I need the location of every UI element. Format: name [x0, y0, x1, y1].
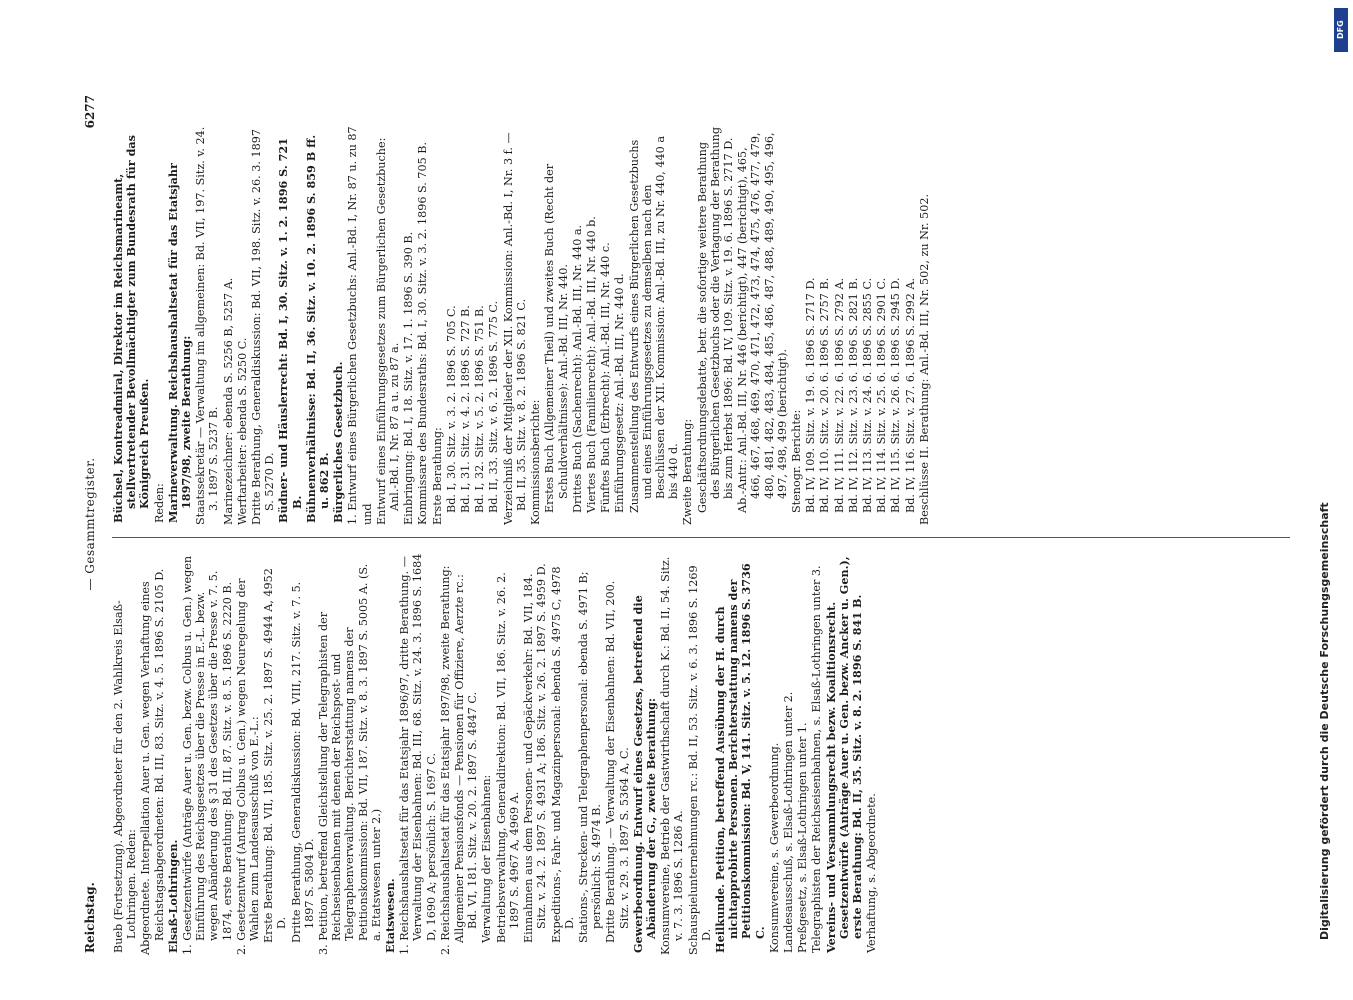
header-register-title: — Gesammtregister.	[83, 457, 97, 591]
left-column	[112, 553, 879, 953]
register-entry: Bd. I, 30. Sitz. v. 3. 2. 1896 S. 705 C.	[444, 305, 458, 513]
register-entry: 1. Entwurf eines Bürgerlichen Gesetzbuchs: Anl.-Bd. I, Nr. 87 u. zu 87	[346, 126, 360, 525]
register-entry: Verhaftung, s. Abgeordnete.	[865, 793, 879, 953]
register-entry: Geschäftsordnungsdebatte, betr. die sofortige weitere Berathung des Bürgerlichen Gesetzbuchs oder die Vertagung der Berathung bis zum Herbst 1896: Bd. IV, 109. Sitz. v. 19. 6. 1896 S. 2717 D.	[695, 126, 735, 513]
page-number: 6277	[83, 95, 97, 129]
register-heading: Bürgerliches Gesetzbuch.	[331, 361, 346, 523]
register-entry: Bd. IV, 111. Sitz. v. 22. 6. 1896 S. 2792 A.	[832, 277, 846, 513]
register-entry: Bd. I, 31. Sitz. v. 4. 2. 1896 S. 727 B.	[459, 305, 473, 513]
register-entry: Bd. IV, 113. Sitz. v. 24. 6. 1896 S. 2855 C.	[860, 277, 874, 513]
register-entry: 1. Reichshaushaltsetat für das Etatsjahr 1896/97, dritte Berathung. — Verwaltung der Eisenbahnen: Bd. III, 68. Sitz. v. 24. 3. 1896 S. 1684 D, 1690 A; persönlich: S. 1697 C.	[398, 553, 438, 955]
register-entry: 2. Reichshaushaltsetat für das Etatsjahr 1897/98, zweite Berathung:	[438, 565, 452, 955]
register-entry: Bd. IV, 115. Sitz. v. 26. 6. 1896 S. 2945 D.	[889, 277, 903, 513]
register-entry: Erste Berathung: Bd. VII, 185. Sitz. v. 25. 2. 1897 S. 4944 A, 4952 D.	[262, 568, 289, 943]
register-entry: Bd. IV, 112. Sitz. v. 23. 6. 1896 S. 2821 B.	[846, 277, 860, 513]
register-entry: Bd. IV, 109. Sitz. v. 19. 6. 1896 S. 2717 D.	[804, 277, 818, 513]
register-entry: Viertes Buch (Familienrecht): Anl.-Bd. III, Nr. 440 b.	[584, 216, 598, 513]
register-entry: Konsumvereine, Betrieb der Gastwirthschaft durch K.: Bd. II, 54. Sitz. v. 7. 3. 1896 S. 1286 A.	[659, 556, 686, 955]
dfg-logo: DFG	[1334, 8, 1348, 52]
register-entry: Reden:	[152, 483, 166, 523]
page-header	[80, 85, 110, 963]
register-entry: Fünftes Buch (Erbrecht): Anl.-Bd. III, Nr. 440 c.	[599, 242, 613, 513]
register-entry: Abgeordnete. Interpellation Auer u. Gen. wegen Verhaftung eines Reichstagsabgeordneten: Bd. III, 83. Sitz. v. 4. 5. 1896 S. 2105 D.	[139, 568, 166, 955]
register-entry: Marinezeichner: ebenda S. 5256 B, 5257 A.	[221, 277, 235, 525]
register-entry: Bd. IV, 110. Sitz. v. 20. 6. 1896 S. 2757 B.	[818, 277, 832, 513]
register-entry: Zusammenstellung des Entwurfs eines Bürgerlichen Gesetzbuchs und eines Einführungsgesetzes zu demselben nach den Beschlüssen der XII. Kommission: Anl.-Bd. III, zu Nr. 440, 440 a bis 440 d.	[627, 135, 681, 513]
register-entry: Werftarbeiter: ebenda S. 5250 C.	[235, 337, 249, 525]
register-entry: Zweite Berathung:	[681, 418, 695, 525]
register-heading: Gewerbeordnung. Entwurf eines Gesetzes, betreffend die Abänderung der G., zweite Berathung:	[630, 595, 658, 953]
register-heading: Büchsel, Kontreadmiral, Direktor im Reichsmarineamt, stellvertretender Bevollmächtigter zum Bundesrath für das Königreich Preußen.	[111, 135, 152, 523]
register-entry: Verzeichniß der Mitglieder der XII. Kommission: Anl.-Bd. I, Nr. 3 f. — Bd. II, 35. Sitz. v. 8. 2. 1896 S. 821 C.	[501, 132, 528, 525]
register-entry: Bd. I, 32. Sitz. v. 5. 2. 1896 S. 751 B.	[473, 305, 487, 513]
digitization-notice: Digitalisierung gefördert durch die Deutsche Forschungsgemeinschaft	[1318, 502, 1331, 940]
register-entry: Landesausschuß, s. Elsaß-Lothringen unter 2.	[781, 691, 795, 953]
register-entry: Kommissionsberichte:	[529, 399, 543, 525]
text-columns	[112, 85, 1310, 963]
register-entry: Kommissare des Bundesraths: Bd. I, 30. Sitz. v. 3. 2. 1896 S. 705 B.	[416, 141, 430, 525]
register-entry: Allgemeiner Pensionsfonds — Pensionen für Offiziere, Aerzte rc.: Bd. VI, 181. Sitz. v. 20. 2. 1897 S. 4847 C.	[453, 574, 480, 943]
register-entry: Einbringung: Bd. I, 18. Sitz. v. 17. 1. 1896 S. 390 B.	[402, 231, 416, 525]
register-heading: Elsaß-Lothringen.	[165, 839, 180, 953]
register-entry: Verwaltung der Eisenbahnen:	[480, 774, 494, 943]
register-entry: Stations-, Strecken- und Telegraphenpersonal: ebenda S. 4971 B; persönlich: S. 4974 B.	[576, 571, 604, 943]
register-entry: Betriebsverwaltung, Generaldirektion: Bd. VII, 186. Sitz. v. 26. 2. 1897 S. 4967 A, 4969 A.	[494, 572, 521, 943]
register-entry: Staatssekretär — Verwaltung im allgemeinen: Bd. VII, 197. Sitz. v. 24. 3. 1897 S. 5237 B.	[194, 126, 221, 525]
register-heading: Bühnenverhältnisse: Bd. II, 36. Sitz. v. 10. 2. 1896 S. 859 B ff. u. 862 B.	[303, 134, 332, 523]
register-entry: Telegraphisten der Reichseisenbahnen, s. Elsaß-Lothringen unter 3.	[810, 565, 824, 953]
register-entry: Expeditions-, Fahr- und Magazinpersonal: ebenda S. 4975 C, 4978 D.	[549, 566, 576, 943]
register-entry: Erstes Buch (Allgemeiner Theil) und zweites Buch (Recht der Schuldverhältnisse): Anl.-Bd. III, Nr. 440.	[543, 163, 570, 513]
register-entry: und	[360, 503, 374, 525]
register-entry: 2. Gesetzentwurf (Antrag Colbus u. Gen.) wegen Neuregelung der Wahlen zum Landesausschuß von E.-L.:	[234, 578, 262, 955]
register-entry: Schauspielunternehmungen rc.: Bd. II, 53. Sitz. v. 6. 3. 1896 S. 1269 D.	[686, 565, 713, 955]
register-heading: Etatswesen.	[383, 878, 398, 953]
register-entry: Einnahmen aus dem Personen- und Gepäckverkehr: Bd. VII, 184. Sitz. v. 24. 2. 1897 S. 4931 A; 186. Sitz. v. 26. 2. 1897 S. 4959 D.	[522, 563, 549, 943]
register-entry: Preßgesetz, s. Elsaß-Lothringen unter 1.	[796, 722, 810, 953]
right-column	[112, 123, 932, 523]
register-entry: Ab.-Antr.: Anl.-Bd. III, Nr. 446 (berichtigt), 447 (berichtigt), 465, 466, 467, 468, 469, 470, 471, 472, 473, 474, 475, 476, 477, 479, 480, 481, 482, 483, 484, 485, 486, 487, 488, 489, 490, 495, 496, 497, 498, 499 (berichtigt).	[736, 132, 789, 513]
column-divider	[112, 537, 1290, 538]
register-entry: Dritte Berathung. — Verwaltung der Eisenbahnen: Bd. VII, 200. Sitz. v. 29. 3. 1897 S. 5364 A, C.	[604, 580, 631, 943]
register-entry: Entwurf eines Einführungsgesetzes zum Bürgerlichen Gesetzbuche: Anl.-Bd. I, Nr. 87 a u. zu 87 a.	[374, 137, 402, 525]
register-entry: Dritte Berathung, Generaldiskussion: Bd. VII, 198. Sitz. v. 26. 3. 1897 S. 5270 D.	[250, 129, 277, 525]
register-entry: Bd. IV, 116. Sitz. v. 27. 6. 1896 S. 2992 A.	[903, 277, 917, 513]
register-entry: Bueb (Fortsetzung). Abgeordneter für den 2. Wahlkreis Elsaß-Lothringen. Reden:	[112, 600, 139, 953]
register-heading: Heilkunde. Petition, betreffend Ausübung der H. durch nichtapprobirte Personen. Berichterstattung namens der Petitionskommission: Bd. V, 141. Sitz. v. 5. 12. 1896 S. 3736 C.	[712, 563, 767, 953]
register-heading: Vereins- und Versammlungsrecht bezw. Koalitionsrecht. Gesetzentwürfe (Anträge Auer u. Gen. bezw. Ancker u. Gen.), erste Berathung: Bd. II, 35. Sitz. v. 8. 2. 1896 S. 841 B.	[823, 556, 864, 953]
register-heading: Büdner- und Häuslerrecht: Bd. I, 30. Sitz. v. 1. 2. 1896 S. 721 B.	[276, 137, 304, 523]
header-title: Reichstag.	[83, 882, 97, 953]
register-entry: Drittes Buch (Sachenrecht): Anl.-Bd. III, Nr. 440 a.	[570, 224, 584, 513]
register-entry: Erste Berathung:	[430, 427, 444, 525]
register-entry: 3. Petition, betreffend Gleichstellung der Telegraphisten der Reichseisenbahnen mit denen der Reichspost- und Telegraphenverwaltung. Berichterstattung namens der Petitionskommission: Bd. VII, 187. Sitz. v. 8. 3. 1897 S. 5005 A. (S. a. Etatswesen unter 2.)	[317, 563, 383, 955]
register-entry: Stenogr. Berichte:	[789, 409, 803, 513]
register-entry: Konsumvereine, s. Gewerbeordnung.	[767, 742, 781, 953]
register-heading: Marineverwaltung. Reichshaushaltsetat für das Etatsjahr 1897/98, zweite Berathung:	[165, 163, 194, 523]
register-entry: Beschlüsse II. Berathung: Anl.-Bd. III, Nr. 502, zu Nr. 502.	[917, 193, 931, 525]
register-entry: Dritte Berathung, Generaldiskussion: Bd. VIII, 217. Sitz. v. 7. 5. 1897 S. 5804 D.	[289, 581, 316, 943]
register-entry: Einführungsgesetz: Anl.-Bd. III, Nr. 440 d.	[613, 273, 627, 513]
rotated-register-page	[80, 85, 1310, 963]
register-entry: Bd. IV, 114. Sitz. v. 25. 6. 1896 S. 2901 C.	[875, 277, 889, 513]
register-entry: 1. Gesetzentwürfe (Anträge Auer u. Gen. bezw. Colbus u. Gen.) wegen Einführung des Reichsgesetzes über die Presse in E.-L. bezw. wegen Abänderung des § 31 des Gesetzes über die Presse v. 7. 5. 1874, erste Berathung: Bd. III, 87. Sitz. v. 8. 5. 1896 S. 2220 B.	[181, 555, 234, 955]
register-entry: Bd. II, 33. Sitz. v. 6. 2. 1896 S. 775 C.	[487, 300, 501, 513]
